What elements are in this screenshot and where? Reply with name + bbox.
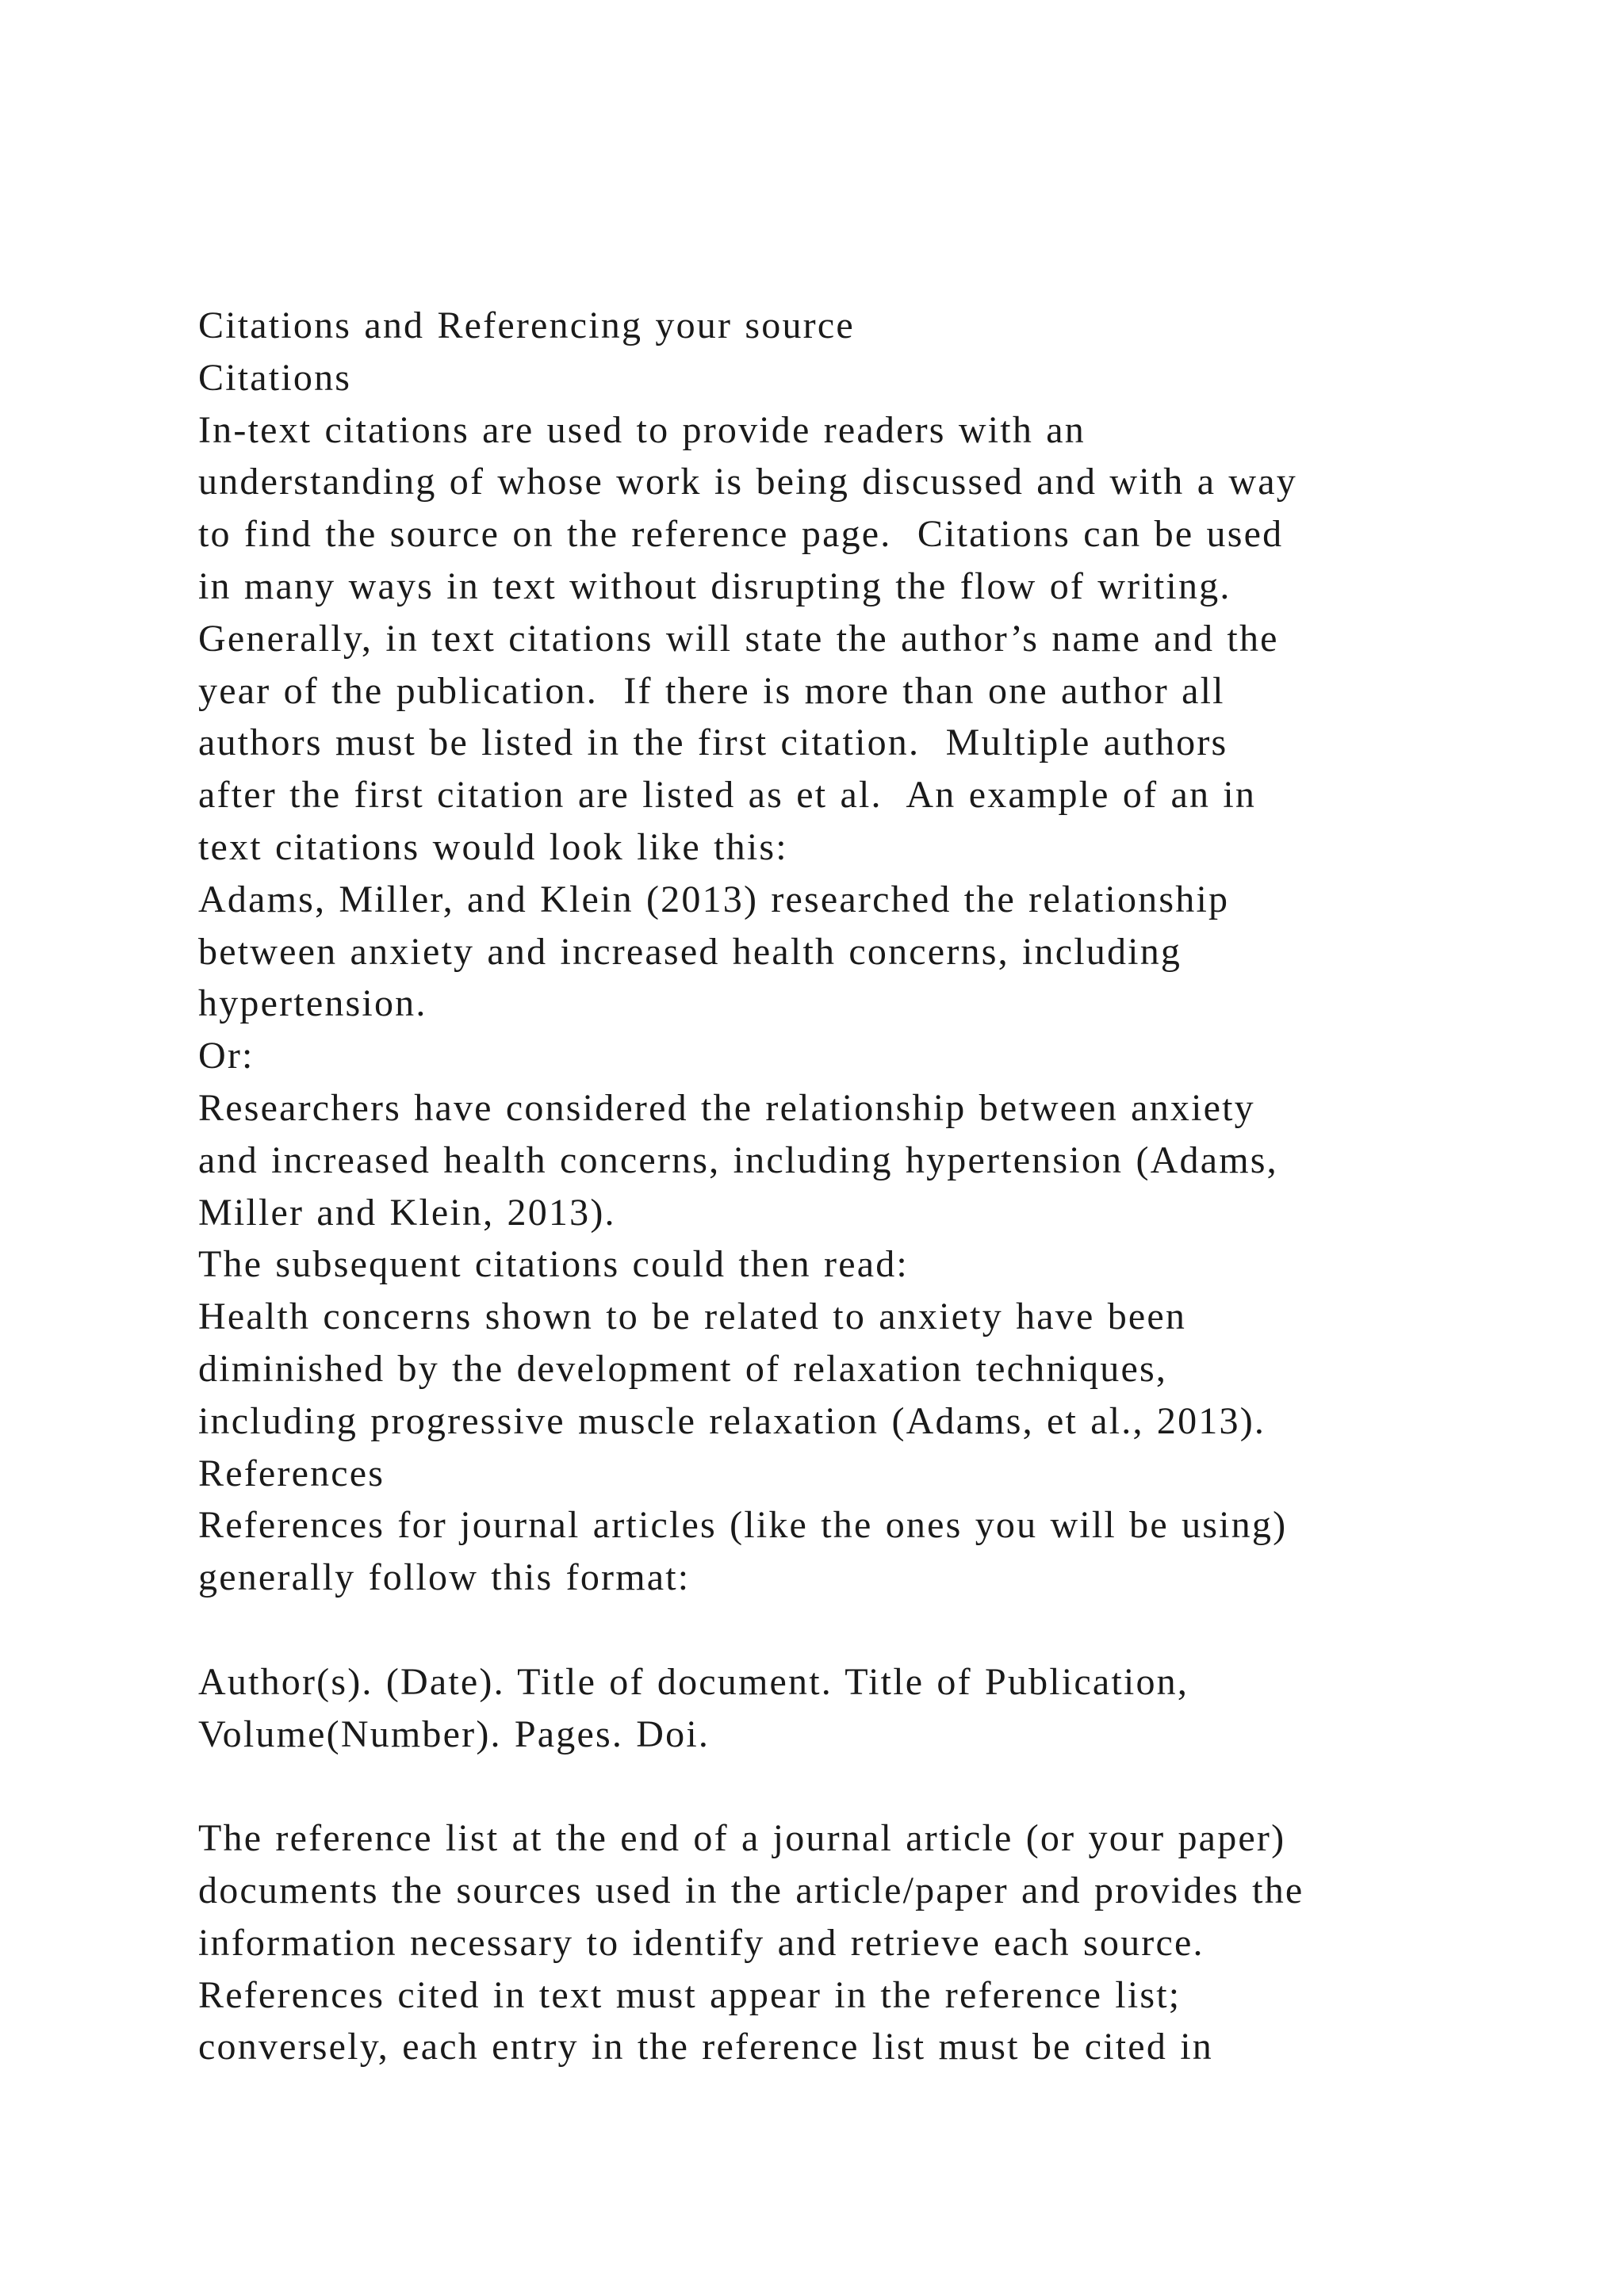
text-line: generally follow this format: bbox=[198, 1556, 691, 1599]
document-body bbox=[198, 300, 1546, 2073]
example-line: Health concerns shown to be related to anxiety have been bbox=[198, 1295, 1187, 1338]
example-line: hypertension. bbox=[198, 982, 427, 1025]
format-line: Volume(Number). Pages. Doi. bbox=[198, 1712, 710, 1755]
text-line: to find the source on the reference page. Citations can be used bbox=[198, 513, 1284, 556]
text-line: authors must be listed in the first citation. Multiple authors bbox=[198, 721, 1228, 764]
document-title: Citations and Referencing your source bbox=[198, 304, 855, 346]
text-line: Generally, in text citations will state the author’s name and the bbox=[198, 617, 1279, 660]
text-line: documents the sources used in the article/paper and provides the bbox=[198, 1869, 1304, 1911]
blank-line bbox=[198, 1604, 1546, 1656]
example-line: and increased health concerns, including hypertension (Adams, bbox=[198, 1138, 1278, 1181]
text-line: in many ways in text without disrupting the flow of writing. bbox=[198, 564, 1231, 607]
text-line: The reference list at the end of a journal article (or your paper) bbox=[198, 1817, 1286, 1860]
text-line: References cited in text must appear in the reference list; bbox=[198, 1973, 1182, 2016]
example-line: including progressive muscle relaxation (Adams, et al., 2013). bbox=[198, 1399, 1266, 1442]
text-line: References for journal articles (like the ones you will be using) bbox=[198, 1504, 1288, 1547]
text-line: year of the publication. If there is more than one author all bbox=[198, 669, 1225, 712]
text-line: after the first citation are listed as et al. An example of an in bbox=[198, 774, 1257, 817]
section-heading-references: References bbox=[198, 1452, 385, 1494]
format-line: Author(s). (Date). Title of document. Title of Publication, bbox=[198, 1660, 1189, 1703]
example-line: diminished by the development of relaxation techniques, bbox=[198, 1347, 1168, 1390]
text-line: The subsequent citations could then read: bbox=[198, 1243, 909, 1286]
example-line: Researchers have considered the relationship between anxiety bbox=[198, 1086, 1255, 1129]
example-line: Adams, Miller, and Klein (2013) researched the relationship bbox=[198, 878, 1230, 920]
text-line: information necessary to identify and retrieve each source. bbox=[198, 1921, 1205, 1964]
text-line: understanding of whose work is being discussed and with a way bbox=[198, 461, 1297, 503]
text-line: Or: bbox=[198, 1035, 255, 1077]
text-line: conversely, each entry in the reference list must be cited in bbox=[198, 2026, 1213, 2068]
example-line: between anxiety and increased health concerns, including bbox=[198, 930, 1182, 973]
text-line: In-text citations are used to provide readers with an bbox=[198, 408, 1086, 451]
text-line: text citations would look like this: bbox=[198, 825, 788, 868]
blank-line bbox=[198, 1760, 1546, 1812]
section-heading-citations: Citations bbox=[198, 356, 352, 399]
example-line: Miller and Klein, 2013). bbox=[198, 1191, 616, 1234]
